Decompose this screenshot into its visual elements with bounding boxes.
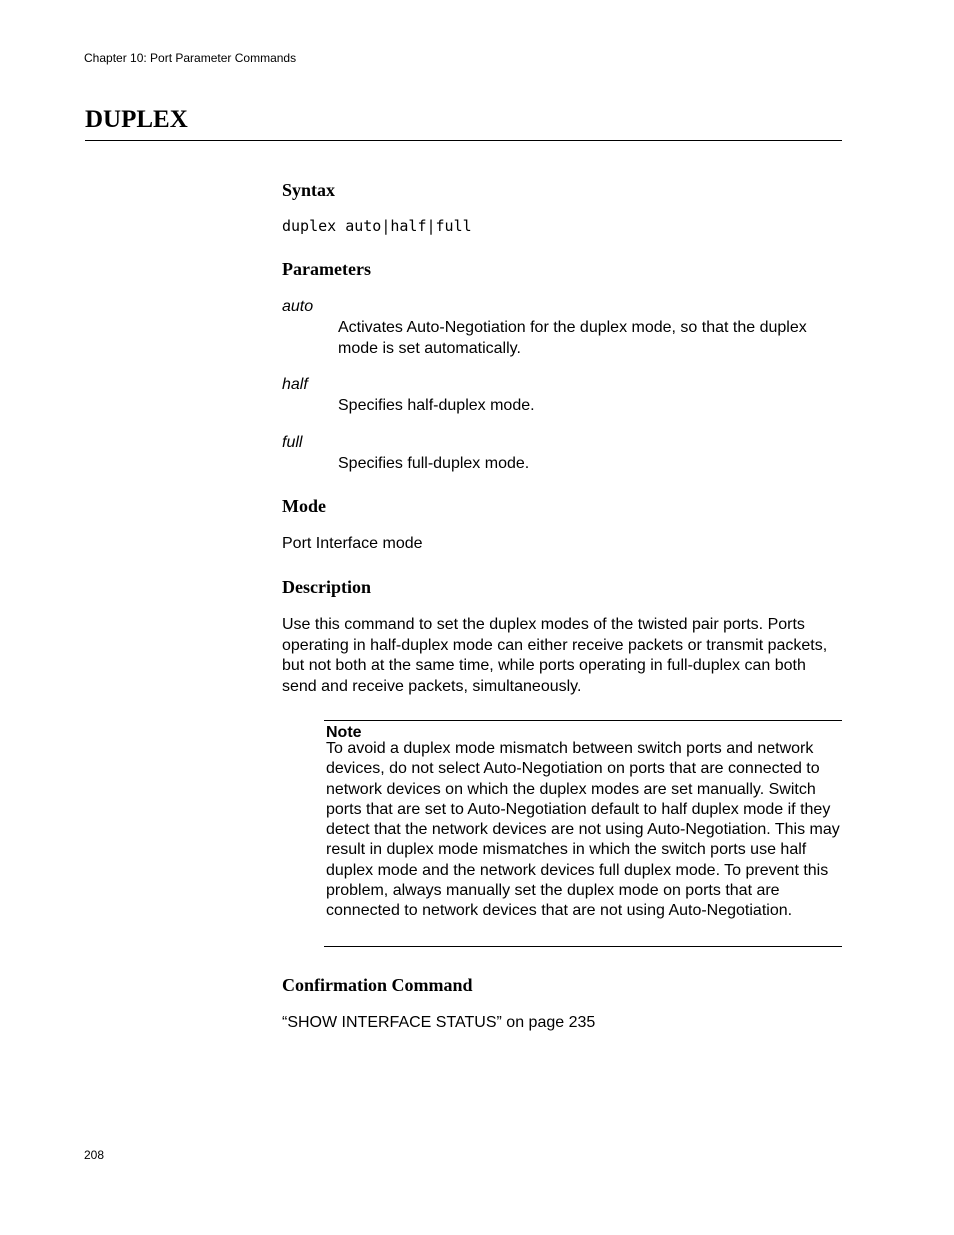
note-box bbox=[324, 720, 842, 947]
parameters-heading: Parameters bbox=[282, 259, 371, 279]
confirmation-heading: Confirmation Command bbox=[282, 975, 473, 995]
param-term-full: full bbox=[282, 434, 303, 451]
param-desc-half: Specifies half-duplex mode. bbox=[338, 397, 535, 414]
page-title: DUPLEX bbox=[85, 106, 188, 133]
title-rule bbox=[85, 140, 842, 141]
param-desc-full: Specifies full-duplex mode. bbox=[338, 455, 530, 472]
note-label: Note bbox=[326, 724, 362, 741]
mode-text: Port Interface mode bbox=[282, 535, 423, 552]
syntax-command: duplex auto|half|full bbox=[282, 217, 472, 235]
mode-heading: Mode bbox=[282, 496, 326, 516]
param-term-half: half bbox=[282, 376, 308, 393]
running-header: Chapter 10: Port Parameter Commands bbox=[84, 51, 297, 65]
description-text: Use this command to set the duplex modes of the twisted pair ports. Ports operating in half-duplex mode can either receive packets or transmit packets, but not both at the same time, while ports operating in full-duplex can both send and receive packets, simultaneously. bbox=[282, 616, 828, 695]
param-desc-auto: Activates Auto-Negotiation for the duplex mode, so that the duplex mode is set automatically. bbox=[338, 319, 807, 357]
description-heading: Description bbox=[282, 577, 371, 597]
param-term-auto: auto bbox=[282, 298, 314, 315]
syntax-heading: Syntax bbox=[282, 180, 336, 200]
note-text: To avoid a duplex mode mismatch between switch ports and network devices, do not select Auto-Negotiation on ports that are connected to network devices on which the duplex modes are set manually. Switch ports that are set to Auto-Negotiation default to half duplex mode if they detect that the network devices are not using Auto-Negotiation. This may result in duplex mode mismatches in which the switch ports use half duplex mode and the network devices full duplex mode. To prevent this problem, always manually set the duplex mode on ports that are connected to network devices that are not using Auto-Negotiation. bbox=[326, 740, 840, 920]
page-number: 208 bbox=[84, 1148, 105, 1162]
confirmation-link[interactable]: “SHOW INTERFACE STATUS” on page 235 bbox=[282, 1014, 596, 1031]
